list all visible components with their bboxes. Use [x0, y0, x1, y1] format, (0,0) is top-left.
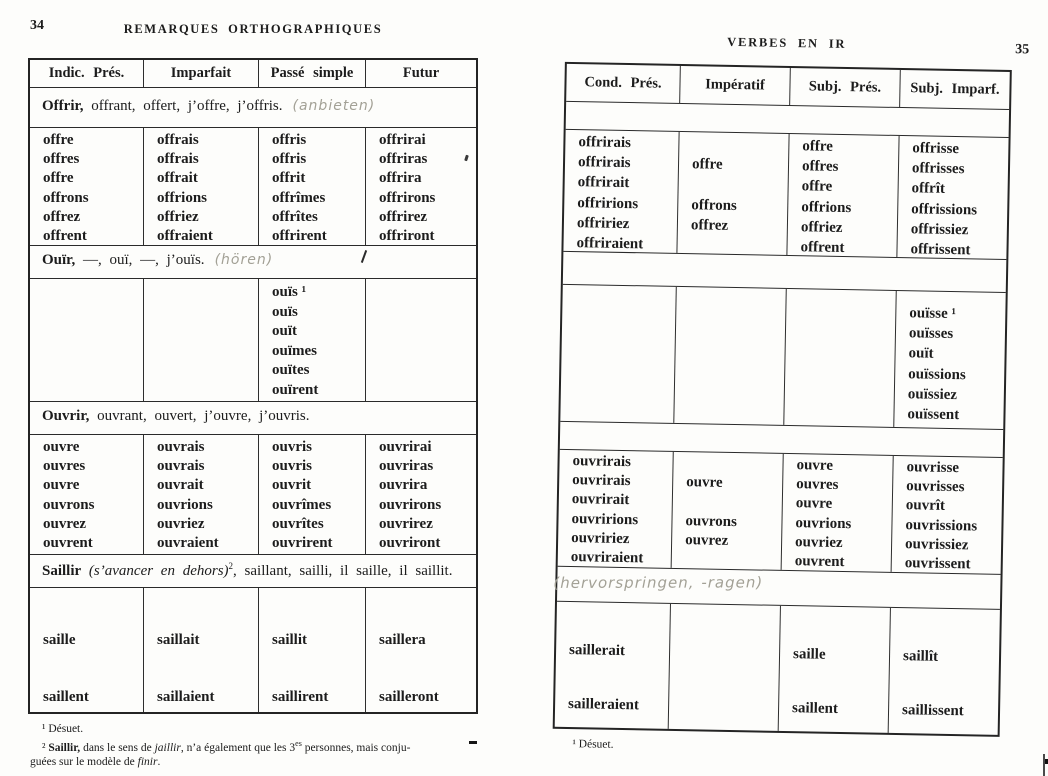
cell-word: ouvrirais — [572, 453, 632, 471]
offrir-principal-parts: offrant, offert, j’offre, j’offris. — [83, 98, 283, 114]
column-header-subj-imparf: Subj. Imparf. — [910, 80, 1000, 98]
cell-word: offre — [43, 132, 74, 148]
cell-word: offre — [43, 170, 74, 187]
cell-word: offrions — [157, 189, 207, 206]
section-title-ouvrir — [30, 402, 476, 435]
cell-word: ouvrisses — [906, 478, 965, 496]
cell-word: ouït — [272, 323, 298, 339]
running-head-right: VERBES EN IR — [727, 34, 847, 52]
cell-word: ouvriez — [157, 515, 205, 532]
cell-word: offrissiez — [910, 221, 969, 239]
cell-word: ouvre — [686, 474, 723, 491]
cell-word: ouvrisse — [906, 459, 960, 477]
cell-word: ouvrît — [905, 497, 946, 515]
ouir-subj-pres-column — [784, 289, 896, 427]
cell-word: offririons — [577, 194, 639, 212]
cell-word: ouvrissiez — [904, 535, 969, 554]
column-header-indic-pres: Indic. Prés. — [30, 60, 144, 87]
cell-word: saillent — [791, 700, 839, 717]
cell-word: saillirent — [272, 689, 329, 705]
ouir-futur-column — [366, 279, 476, 401]
cell-word — [683, 642, 779, 664]
ouvrir-futur-column — [366, 435, 476, 554]
cell-word: offrissions — [911, 200, 978, 219]
footnote-desuet-right: ¹ Désuet. — [572, 738, 614, 751]
cell-word: ouïsses — [908, 325, 954, 343]
right-conjugation-table — [553, 62, 1012, 737]
cell-word: ouvrait — [157, 477, 204, 494]
cell-word: ouvrissions — [905, 516, 978, 535]
cell-word: offrirai — [379, 132, 426, 148]
ouir-cond-pres-column — [560, 285, 676, 423]
cell-word: offre — [691, 156, 723, 173]
cell-word: offriras — [379, 151, 428, 168]
offrir-passe-simple-column — [259, 128, 366, 245]
cell-word: saille — [43, 632, 76, 648]
cell-word: saillaient — [157, 689, 215, 705]
cell-word: offrissent — [910, 241, 971, 259]
ouir-conjugations — [30, 279, 476, 402]
cell-word: ouvris — [272, 458, 313, 475]
ouvrir-imparfait-column — [144, 435, 259, 554]
cell-word: offrirais — [578, 134, 632, 152]
ouvrir-conjugations — [30, 435, 476, 555]
ouvrir-subj-imparf-column — [892, 456, 1003, 574]
cell-word: offres — [801, 158, 839, 176]
offrir-imparfait-column — [144, 128, 259, 245]
page-number-right: 35 — [1015, 42, 1030, 58]
cell-word: offrent — [800, 239, 845, 257]
cell-word: offrez — [43, 208, 81, 225]
cell-word: offres — [43, 151, 80, 168]
cell-word: ouvre — [796, 457, 834, 474]
cell-word: offrit — [272, 170, 306, 187]
cell-word: offrîtes — [272, 208, 318, 225]
ouir-subj-imparf-column — [894, 291, 1005, 429]
cell-word: ouvrîtes — [272, 515, 324, 532]
offrir-subj-pres-column — [787, 134, 899, 257]
column-header-imperatif: Impératif — [680, 66, 791, 105]
cell-word: ouvrira — [379, 477, 428, 494]
offrir-subj-imparf-column — [897, 136, 1008, 259]
cell-word: ouïssent — [907, 406, 960, 424]
cell-word — [686, 493, 782, 514]
cell-word: ouïssions — [908, 365, 966, 383]
cell-word: ouvre — [43, 477, 80, 494]
offrir-conjugations — [30, 128, 476, 246]
ouvrir-principal-parts: ouvrant, ouvert, j’ouvre, j’ouvris. — [89, 408, 310, 424]
ouvrir-subj-pres-column — [782, 454, 894, 572]
cell-word: offre — [801, 178, 833, 196]
cell-word: ouvrais — [157, 439, 205, 455]
ouir-imperatif-column — [674, 287, 786, 425]
section-title-offrir — [30, 88, 476, 128]
cell-word: ouvrons — [685, 512, 738, 530]
left-table-header-row — [30, 60, 476, 88]
ouir-indic-pres-column — [30, 279, 144, 401]
saillir-passe-simple-column — [259, 588, 366, 712]
ink-stroke-mark — [361, 250, 367, 263]
column-header-futur: Futur — [402, 65, 440, 81]
footnote-saillir: ² Saillir, dans le sens de jaillir, n’a également que les $3^{es}$ personnes, mais conju- guées sur le modèle de finir. — [30, 738, 411, 768]
footnote-desuet: ¹ Désuet. — [42, 723, 84, 735]
verb-ouir: Ouïr, — [42, 252, 76, 268]
column-header-imparfait: Imparfait — [144, 60, 259, 87]
saillir-conjugations-right — [555, 602, 1000, 735]
cell-word: ouïrent — [272, 381, 319, 398]
ouvrir-imperatif-column — [672, 452, 784, 570]
saillir-gloss: (s’avancer en dehors) — [81, 563, 229, 579]
right-page — [550, 26, 1038, 759]
cell-word: ouvrent — [43, 535, 93, 552]
cell-word: offris — [272, 151, 307, 168]
saillir-imperatif-column — [669, 604, 781, 731]
cell-word: sailleront — [379, 689, 439, 705]
offrir-imperatif-column — [677, 132, 789, 255]
cell-word: ouvrit — [272, 477, 312, 494]
saillir-imparfait-column — [144, 588, 259, 712]
cell-word: ouvres — [43, 458, 86, 475]
cell-word: offririez — [576, 214, 630, 232]
verb-saillir: Saillir — [42, 563, 82, 579]
cell-word: ouïsse ¹ — [909, 305, 957, 323]
cell-word: ouvriras — [379, 458, 434, 475]
saillir-footnote-marker: 2 — [228, 561, 234, 571]
cell-word: offris — [272, 132, 307, 148]
ouir-conjugations-right — [560, 285, 1005, 430]
cell-word: ouvrissent — [904, 555, 971, 573]
pencil-annotation-offrir: (anbieten) — [292, 98, 376, 114]
cell-word: offrirez — [379, 208, 428, 225]
cell-word: offrez — [690, 216, 729, 234]
cell-word: ouvririez — [571, 529, 630, 547]
cell-word — [682, 696, 778, 718]
cell-word: offrons — [691, 196, 737, 214]
cell-word: offrirait — [577, 174, 630, 192]
cell-word: offrais — [157, 151, 199, 168]
ouir-principal-parts: —, ouï, —, j’ouïs. — [75, 252, 205, 268]
cell-word: offrirons — [379, 189, 436, 206]
cell-word: offrirent — [272, 228, 327, 245]
cell-word: ouvrirait — [571, 491, 630, 509]
cell-word: saillent — [43, 689, 89, 705]
column-header-cond-pres: Cond. Prés. — [566, 64, 681, 103]
cell-word: ouvrirez — [379, 515, 433, 532]
cell-word: saillait — [157, 632, 200, 648]
cell-word: saillît — [902, 648, 939, 665]
cell-word: ouïmes — [272, 342, 317, 359]
offrir-futur-column — [366, 128, 476, 245]
ouvrir-indic-pres-column — [30, 435, 144, 554]
cell-word — [691, 175, 787, 197]
cell-word: offriraient — [576, 235, 644, 253]
cell-word: offraient — [157, 228, 213, 245]
cell-word: ouvririons — [571, 510, 639, 528]
cell-word: saillit — [272, 632, 308, 648]
cell-word — [685, 550, 781, 571]
cell-word: ouvriront — [379, 535, 441, 552]
cell-word: ouvrent — [794, 553, 845, 571]
cell-word: ouvrirai — [379, 439, 432, 455]
cell-word — [692, 134, 788, 156]
saillir-futur-column — [366, 588, 476, 712]
section-title-saillir — [30, 555, 476, 588]
cell-word: offriront — [379, 228, 435, 245]
cell-word: ouvriraient — [570, 549, 644, 567]
cell-word: offrisse — [912, 140, 960, 158]
ouvrir-cond-pres-column — [558, 450, 674, 568]
cell-word: ouït — [908, 345, 934, 363]
cell-word: ouïtes — [272, 362, 310, 378]
cell-word: ouvraient — [157, 535, 219, 552]
cell-word: offrent — [43, 228, 87, 245]
cell-word: ouïs — [272, 303, 298, 320]
cell-word: saille — [792, 646, 826, 663]
section-title-ouir — [30, 246, 476, 279]
saillir-indic-pres-column — [30, 588, 144, 712]
pencil-annotation-saillir: (hervorspringen, -ragen) — [553, 573, 764, 592]
cell-word: ouvres — [796, 476, 839, 494]
offrir-cond-pres-column — [563, 130, 679, 253]
cell-word: ouïs ¹ — [272, 284, 307, 300]
column-header-passe-simple: Passé simple — [259, 60, 366, 87]
ouir-imparfait-column — [144, 279, 259, 401]
column-header-subj-pres: Subj. Prés. — [790, 68, 901, 107]
cell-word: offrît — [911, 180, 946, 198]
ouir-passe-simple-column — [259, 279, 366, 401]
cell-word: saillerait — [568, 642, 626, 660]
cell-word: sailleraient — [567, 696, 640, 714]
cell-word: offrions — [801, 198, 852, 216]
cell-word: offrait — [157, 170, 198, 187]
saillir-cond-pres-column — [555, 602, 671, 729]
cell-word: ouvrions — [795, 514, 852, 532]
cell-word: ouvrions — [157, 496, 213, 513]
saillir-conjugations — [30, 588, 476, 712]
pencil-annotation-ouir: (hören) — [214, 252, 274, 268]
cell-word: offriez — [157, 208, 199, 225]
saillir-subj-imparf-column — [889, 608, 1000, 735]
running-head-left: REMARQUES ORTHOGRAPHIQUES — [123, 22, 383, 36]
cell-word: ouvrais — [157, 458, 205, 475]
cell-word: saillissent — [901, 702, 964, 720]
ouvrir-passe-simple-column — [259, 435, 366, 554]
cell-word: ouvre — [795, 495, 833, 513]
cell-word: ouvrons — [43, 496, 95, 513]
cell-word: ouïssiez — [907, 386, 958, 403]
ouvrir-conjugations-right — [558, 450, 1003, 575]
offrir-indic-pres-column — [30, 128, 144, 245]
cell-word: ouvris — [272, 439, 313, 455]
cell-word — [686, 454, 782, 475]
left-conjugation-table — [28, 58, 478, 714]
saillir-principal-parts: , saillant, sailli, il saille, il saillit. — [233, 563, 453, 579]
verb-ouvrir: Ouvrir, — [42, 408, 90, 424]
cell-word: offrîmes — [272, 189, 326, 206]
ink-speck — [469, 741, 477, 744]
cell-word: ouvre — [43, 439, 80, 455]
cell-word: saillera — [379, 632, 426, 648]
cell-word: offrira — [379, 170, 422, 187]
cell-word: ouvrez — [685, 531, 729, 549]
cell-word: offrirais — [577, 154, 631, 172]
cell-word: ouvrîmes — [272, 496, 332, 513]
cell-word: offrisses — [911, 160, 965, 178]
footnotes-left — [30, 722, 498, 769]
verb-offrir: Offrir, — [42, 98, 84, 114]
saillir-subj-pres-column — [779, 606, 891, 733]
cell-word: ouvrirent — [272, 535, 333, 552]
cell-word: offrons — [43, 189, 89, 206]
cell-word: offriez — [800, 219, 843, 236]
scan-edge-mark — [1043, 754, 1045, 776]
cell-word: ouvrirons — [379, 496, 442, 513]
cell-word: ouvrirais — [572, 472, 631, 490]
cell-word: offrais — [157, 132, 199, 148]
cell-word: ouvriez — [794, 533, 843, 551]
offrir-conjugations-right — [563, 130, 1008, 260]
cell-word: offre — [802, 138, 834, 155]
page-number-left: 34 — [30, 18, 44, 33]
cell-word: ouvrez — [43, 515, 87, 532]
